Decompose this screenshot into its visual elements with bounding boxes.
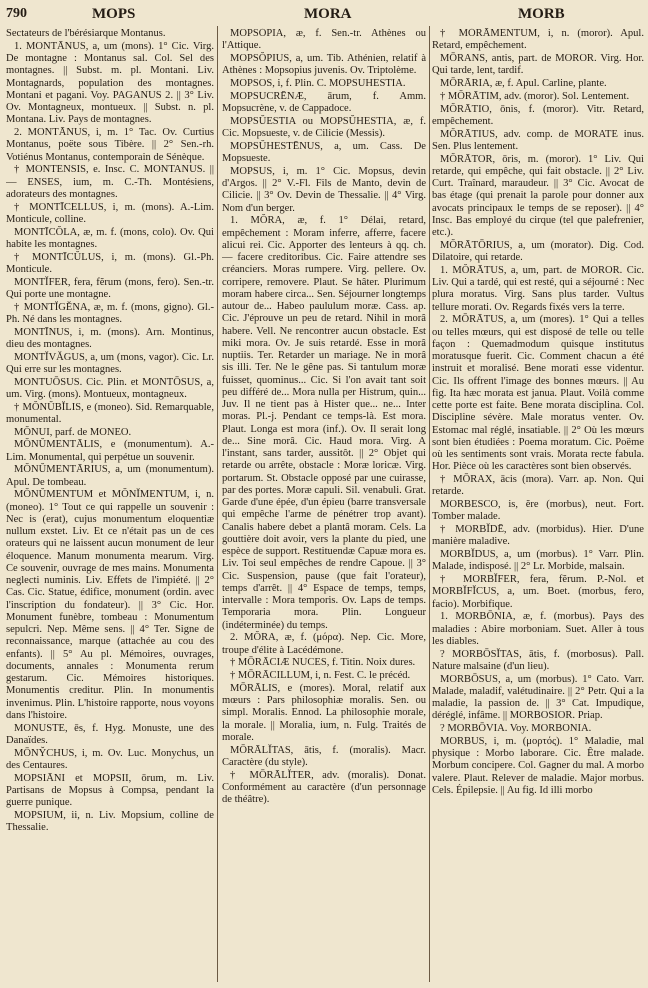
dictionary-entry: MORBĬDUS, a, um (morbus). 1° Varr. Plin. Malade, indisposé. || 2° Lr. Morbide, malsain. <box>432 549 644 573</box>
dictionary-entry: † MŌRĀCIÆ NUCES, f. Titin. Noix dures. <box>230 657 416 669</box>
dictionary-entry: MOPSŬESTIA ou MOPSŬHESTIA, æ, f. Cic. Mopsueste, v. de Cilicie (Messis). <box>222 115 426 139</box>
dictionary-entry: † MŌRAX, ācis (mora). Varr. ap. Non. Qui retarde. <box>432 474 644 498</box>
dictionary-entry: MŎNŬMENTUM et MŎNĬMENTUM, i, n. (moneo). 1° Tout ce qui rappelle un souvenir : Nec is (erat), cujus monumentum eloquentiæ nullum exstet. Liv. Et ce n'était pas un de ces orateurs qui ne laissent aucun monument de leur éloquence. Manum monumenta mearum. Virg. Ce souvenir, ouvrage de mes mains. Monumenta neglecti numinis. Liv. Effets de l'impiété. || 2° Cas. Cic. Statue, édifice, monument (ordin. avec l'inscription du fondateur). || 3° Cic. Hor. Monument funèbre, tombeau : Monumentum sepulcri. Nep. Même sens. || 4° Ter. Signe de reconnaissance, marque (attachée au cou des enfants). || 5° Au pl. Mémoires, ouvrages, documents, annales : Monumenta rerum gestarum. Cic. Mémoires historiques. Monumentis creditur. Plin. In monumentis invenimus. Plin. L'histoire rapporte, nous voyons dans l'histoire. <box>6 489 214 721</box>
dictionary-entry: MŎNŬMENTĀRIUS, a, um (monumentum). Apul. De tombeau. <box>6 464 214 488</box>
dictionary-entry: 1. MŎRĀTUS, a, um, part. de MOROR. Cic. Liv. Qui a tardé, qui est resté, qui a séjourné : Nec plura moratus. Virg. Sans plus tarder. Vultus tellure morati. Ov. Regards fixés vers la terre. <box>432 264 644 313</box>
dictionary-entry: MŎNŬMENTĀLIS, e (monumentum). A.-Lim. Monumental, qui perpétue un souvenir. <box>6 439 214 463</box>
dictionary-entry: † MŌRĀCILLUM, i, n. Fest. C. le précéd. <box>230 670 411 681</box>
dictionary-entry: MORBESCO, is, ĕre (morbus), neut. Fort. Tomber malade. <box>432 499 644 523</box>
running-head-left: MOPS <box>92 6 136 22</box>
dictionary-entry: † MORBĬFER, fera, fĕrum. P.-Nol. et MORBĬFĬCUS, a, um. Boet. (morbus, fero, facio). Morbifique. <box>432 574 644 610</box>
dictionary-entry: MOPSŎPIUS, a, um. Tib. Athénien, relatif à Athènes : Mopsopius juvenis. Ov. Triptolème. <box>222 53 426 77</box>
dictionary-entry: † MŎNŬBĬLIS, e (moneo). Sid. Remarquable, monumental. <box>6 401 214 425</box>
dictionary-entry: MONTĪNUS, i, m. (mons). Arn. Montinus, dieu des montagnes. <box>6 326 214 350</box>
dictionary-entry: MOPSIĀNI et MOPSII, ōrum, m. Liv. Partisans de Mopsus à Compsa, pendant la guerre punique. <box>6 772 214 808</box>
column-left <box>6 28 214 984</box>
dictionary-entry: MOPSUS, i, m. 1° Cic. Mopsus, devin d'Argos. || 2° V.-Fl. Fils de Manto, devin de Cilicie. || 3° Ov. Devin de Thessalie. || 4° Virg. Nom d'un berger. <box>222 165 426 214</box>
dictionary-entry: † MONTĪCŬLUS, i, m. (mons). Gl.-Ph. Monticule. <box>6 251 214 275</box>
running-head-right: MORB <box>518 6 565 22</box>
dictionary-entry: 1. MONTĀNUS, a, um (mons). 1° Cic. Virg. De montagne : Montanus sal. Col. Sel des montagnes. || Subst. m. pl. Montani. Liv. Montagnards, population des montagnes. Montani et pagani. Voy. PAGANUS 2. || 3° Liv. Ov. Montagneux, montueux. || Subst. n. pl. Montana. Liv. Pays de montagnes. <box>6 40 214 126</box>
column-middle <box>222 28 426 984</box>
dictionary-entry: 2. MŌRĀTUS, a, um (mores). 1° Qui a telles ou telles mœurs, qui est disposé de telle ou telle façon : Quemadmodum quisque institutus moratusque fuerit. Cic. Comment chacun a été instruit et moralisé. Bene morati esse videntur. Cic. Ils offrent l'image des bonnes mœurs. || Au fig. Ita hæc morata est janua. Plaut. Voilà comme cette porte est faite. Bene morata disciplina. Col. Discipline sévère. Male moratus venter. Ov. Estomac mal réglé, insatiable. || 2° Où les mœurs sont bien étudiées : Poema moratum. Cic. Poëme où les sentiments sont vrais. Morata recte fabula. Hor. Pièce où les caractères sont bien observés. <box>432 314 644 473</box>
dictionary-entry: † MŎRĀMENTUM, i, n. (moror). Apul. Retard, empêchement. <box>432 28 644 52</box>
dictionary-entry: MOPSŎPIA, æ, f. Sen.-tr. Athènes ou l'Attique. <box>222 28 426 52</box>
dictionary-entry: † MŌRĀLĬTER, adv. (moralis). Donat. Conformément au caractère (d'un personnage de théâtre). <box>222 769 426 805</box>
dictionary-entry: MŌNY̆CHUS, i, m. Ov. Luc. Monychus, un des Centaures. <box>6 747 214 771</box>
dictionary-entry: † MŎRĀTIM, adv. (moror). Sol. Lentement. <box>440 90 630 102</box>
column-divider <box>429 26 430 982</box>
dictionary-entry: MONTĪCŎLA, æ, m. f. (mons, colo). Ov. Qui habite les montagnes. <box>6 226 214 250</box>
dictionary-entry: MŌRĀLIS, e (mores). Moral, relatif aux mœurs : Pars philosophiæ moralis. Sen. ou simpl. Moralis. Ennod. La philosophie morale, la morale. || Moralia, ium, n. Fulg. Traités de morale. <box>222 682 426 743</box>
dictionary-entry: MŌRĀLĬTAS, ātis, f. (moralis). Macr. Caractère (du style). <box>222 744 426 768</box>
dictionary-entry: MŎRĀTIUS, adv. comp. de MORATE inus. Sen. Plus lentement. <box>432 128 644 152</box>
dictionary-entry: MŎRĀTŌRIUS, a, um (morator). Dig. Cod. Dilatoire, qui retarde. <box>432 239 644 263</box>
page-number: 790 <box>6 6 27 21</box>
dictionary-entry: Sectateurs de l'bérésiarque Montanus. <box>6 28 166 39</box>
dictionary-entry: MORBUS, i, m. (μορτός). 1° Maladie, mal physique : Morbo laborare. Cic. Être malade. Morbum concipere. Col. Gagner du mal. A morbo valere. Plaut. Relever de maladie. Major morbus. Cels. Épilepsie. || Au fig. Id illi morbo <box>432 735 644 796</box>
dictionary-entry: 2. MONTĀNUS, i, m. 1° Tac. Ov. Curtius Montanus, poëte sous Tibère. || 2° Sen.-rh. Votiénus Montanus, contemporain de Sénèque. <box>6 127 214 163</box>
dictionary-entry: MŌRANS, antis, part. de MOROR. Virg. Hor. Qui tarde, lent, tardif. <box>432 53 644 77</box>
column-right <box>432 28 644 984</box>
dictionary-entry: MOPSUCRĒNÆ, ārum, f. Amm. Mopsucrène, v. de Cappadoce. <box>222 90 426 114</box>
dictionary-entry: 1. MŎRA, æ, f. 1° Délai, retard, empêchement : Moram inferre, afferre, facere alicui rei. Cic. Apporter des lenteurs à qq. ch. — facere creditoribus. Cic. Faire attendre ses créanciers. Moras rumpere. Virg. pellere. Ov. corripere, removere. Plaut. Se hâter. Plurimum moram habere circa... Sen. Séjourner longtemps autour de... Habeo paululum moræ. Cass. ap. Cic. J'éprouve un peu de retard. Nihil in morâ habere. Vell. Ne rencontrer aucun obstacle. Est miki mora. Ov. Je suis retardé. Esse in morâ nuptiis. Ter. Retarder un mariage. Ne in morâ sis illi. Ter. Ne le gêne pas. Si tantulum moræ fuisset, quominus... Cic. Si l'on avait tant soit peu différé de... Mora nulla per Histrum, quin... Juv. Il ne tient pas à Hister que... ne... Inter moras. Pl.-j. Pendant ce temps-là. Est mora. Plaut. Longa est mora (inf.). Ov. Il serait long de... Sine morâ. Cic. Haud mora. Virg. A l'instant, sans tarder, aussitôt. || 2° Objet qui retarde ou arrête, obstacle : Moræ loricæ. Virg. portarum. St. Obstacle opposé par une cuirasse, par des portes. Moræ capuli. Sil. venabuli. Grat. Garde d'une épée, d'un épieu (barre transversale qui empêche l'arme de pénétrer trop avant). Canalis habere debet a plantâ moram. Cels. La gouttière doit avoir, vers la plante du pied, une espèce de support. Restituendæ Capuæ mora es. Liv. Toi seul empêches de rendre Capoue. || 3° Cic. Suspension, pause (que fait l'orateur), temps d'arrêt. || 4° Espace de temps, temps, intervalle : Mora temporis. Ov. Laps de temps. Temporaria mora. Plin. Longueur (indéterminée) du temps. <box>222 215 426 631</box>
dictionary-entry: MŎRĀTOR, ōris, m. (moror). 1° Liv. Qui retarde, qui empêche, qui fait obstacle. || 2° Liv. Curt. Traînard, maraudeur. || 3° Cic. Avocat de bas étage (qui prenait la parole pour donner aux avocats principaux le temps de se reposer). || 4° Insc. Bas employé du cirque (tel que palefrenier, etc.). <box>432 153 644 238</box>
dictionary-entry: † MONTĬGĔNA, æ, m. f. (mons, gigno). Gl.-Ph. Né dans les montagnes. <box>6 301 214 325</box>
dictionary-entry: MORBŌSUS, a, um (morbus). 1° Cato. Varr. Malade, maladif, valétudinaire. || 2° Petr. Qui a la maladie, la passion de. || 3° Cat. Impudique, déréglé, infâme. || MORBOSIOR. Priap. <box>432 673 644 722</box>
page-header <box>0 6 648 24</box>
dictionary-entry: † MORBĬDĒ, adv. (morbidus). Hier. D'une manière maladive. <box>432 524 644 548</box>
dictionary-entry: MONTĬVĂGUS, a, um (mons, vagor). Cic. Lr. Qui erre sur les montagnes. <box>6 351 214 375</box>
dictionary-entry: MONUSTE, ēs, f. Hyg. Monuste, une des Danaïdes. <box>6 722 214 746</box>
dictionary-entry: MONTĬFER, fera, fĕrum (mons, fero). Sen.-tr. Qui porte une montagne. <box>6 276 214 300</box>
dictionary-entry: † MONTĪCELLUS, i, m. (mons). A.-Lim. Monticule, colline. <box>6 201 214 225</box>
column-divider <box>217 26 218 982</box>
dictionary-entry: † MONTENSIS, e. Insc. C. MONTANUS. || — ENSES, ium, m. C.-Th. Montésiens, adorateurs des montagnes. <box>6 164 214 200</box>
dictionary-entry: MŎRĀTIO, ōnis, f. (moror). Vitr. Retard, empêchement. <box>432 103 644 127</box>
dictionary-entry: MOPSIUM, ii, n. Liv. Mopsium, colline de Thessalie. <box>6 809 214 833</box>
dictionary-entry: 1. MORBŌNIA, æ, f. (morbus). Pays des maladies : Abire morboniam. Suet. Aller à tous les diables. <box>432 611 644 647</box>
running-head-center: MORA <box>304 6 352 22</box>
dictionary-entry: 2. MŎRA, æ, f. (μόρα). Nep. Cic. More, troupe d'élite à Lacédémone. <box>222 632 426 656</box>
dictionary-entry: MŎNUI, parf. de MONEO. <box>14 426 132 438</box>
dictionary-entry: MONTUŌSUS. Cic. Plin. et MONTŌSUS, a, um. Virg. (mons). Montueux, montagneux. <box>6 376 214 400</box>
dictionary-entry: MŌRĀRIA, æ, f. Apul. Carline, plante. <box>440 78 607 89</box>
dictionary-entry: MOPSOS, i, f. Plin. C. MOPSUHESTIA. <box>230 78 406 89</box>
dictionary-entry: ? MORBŌSĬTAS, ātis, f. (morbosus). Pall. Nature malsaine (d'un lieu). <box>432 648 644 672</box>
dictionary-entry: ? MORBŌVIA. Voy. MORBONIA. <box>440 723 592 734</box>
dictionary-entry: MOPSŬHESTĒNUS, a, um. Cass. De Mopsueste. <box>222 140 426 164</box>
